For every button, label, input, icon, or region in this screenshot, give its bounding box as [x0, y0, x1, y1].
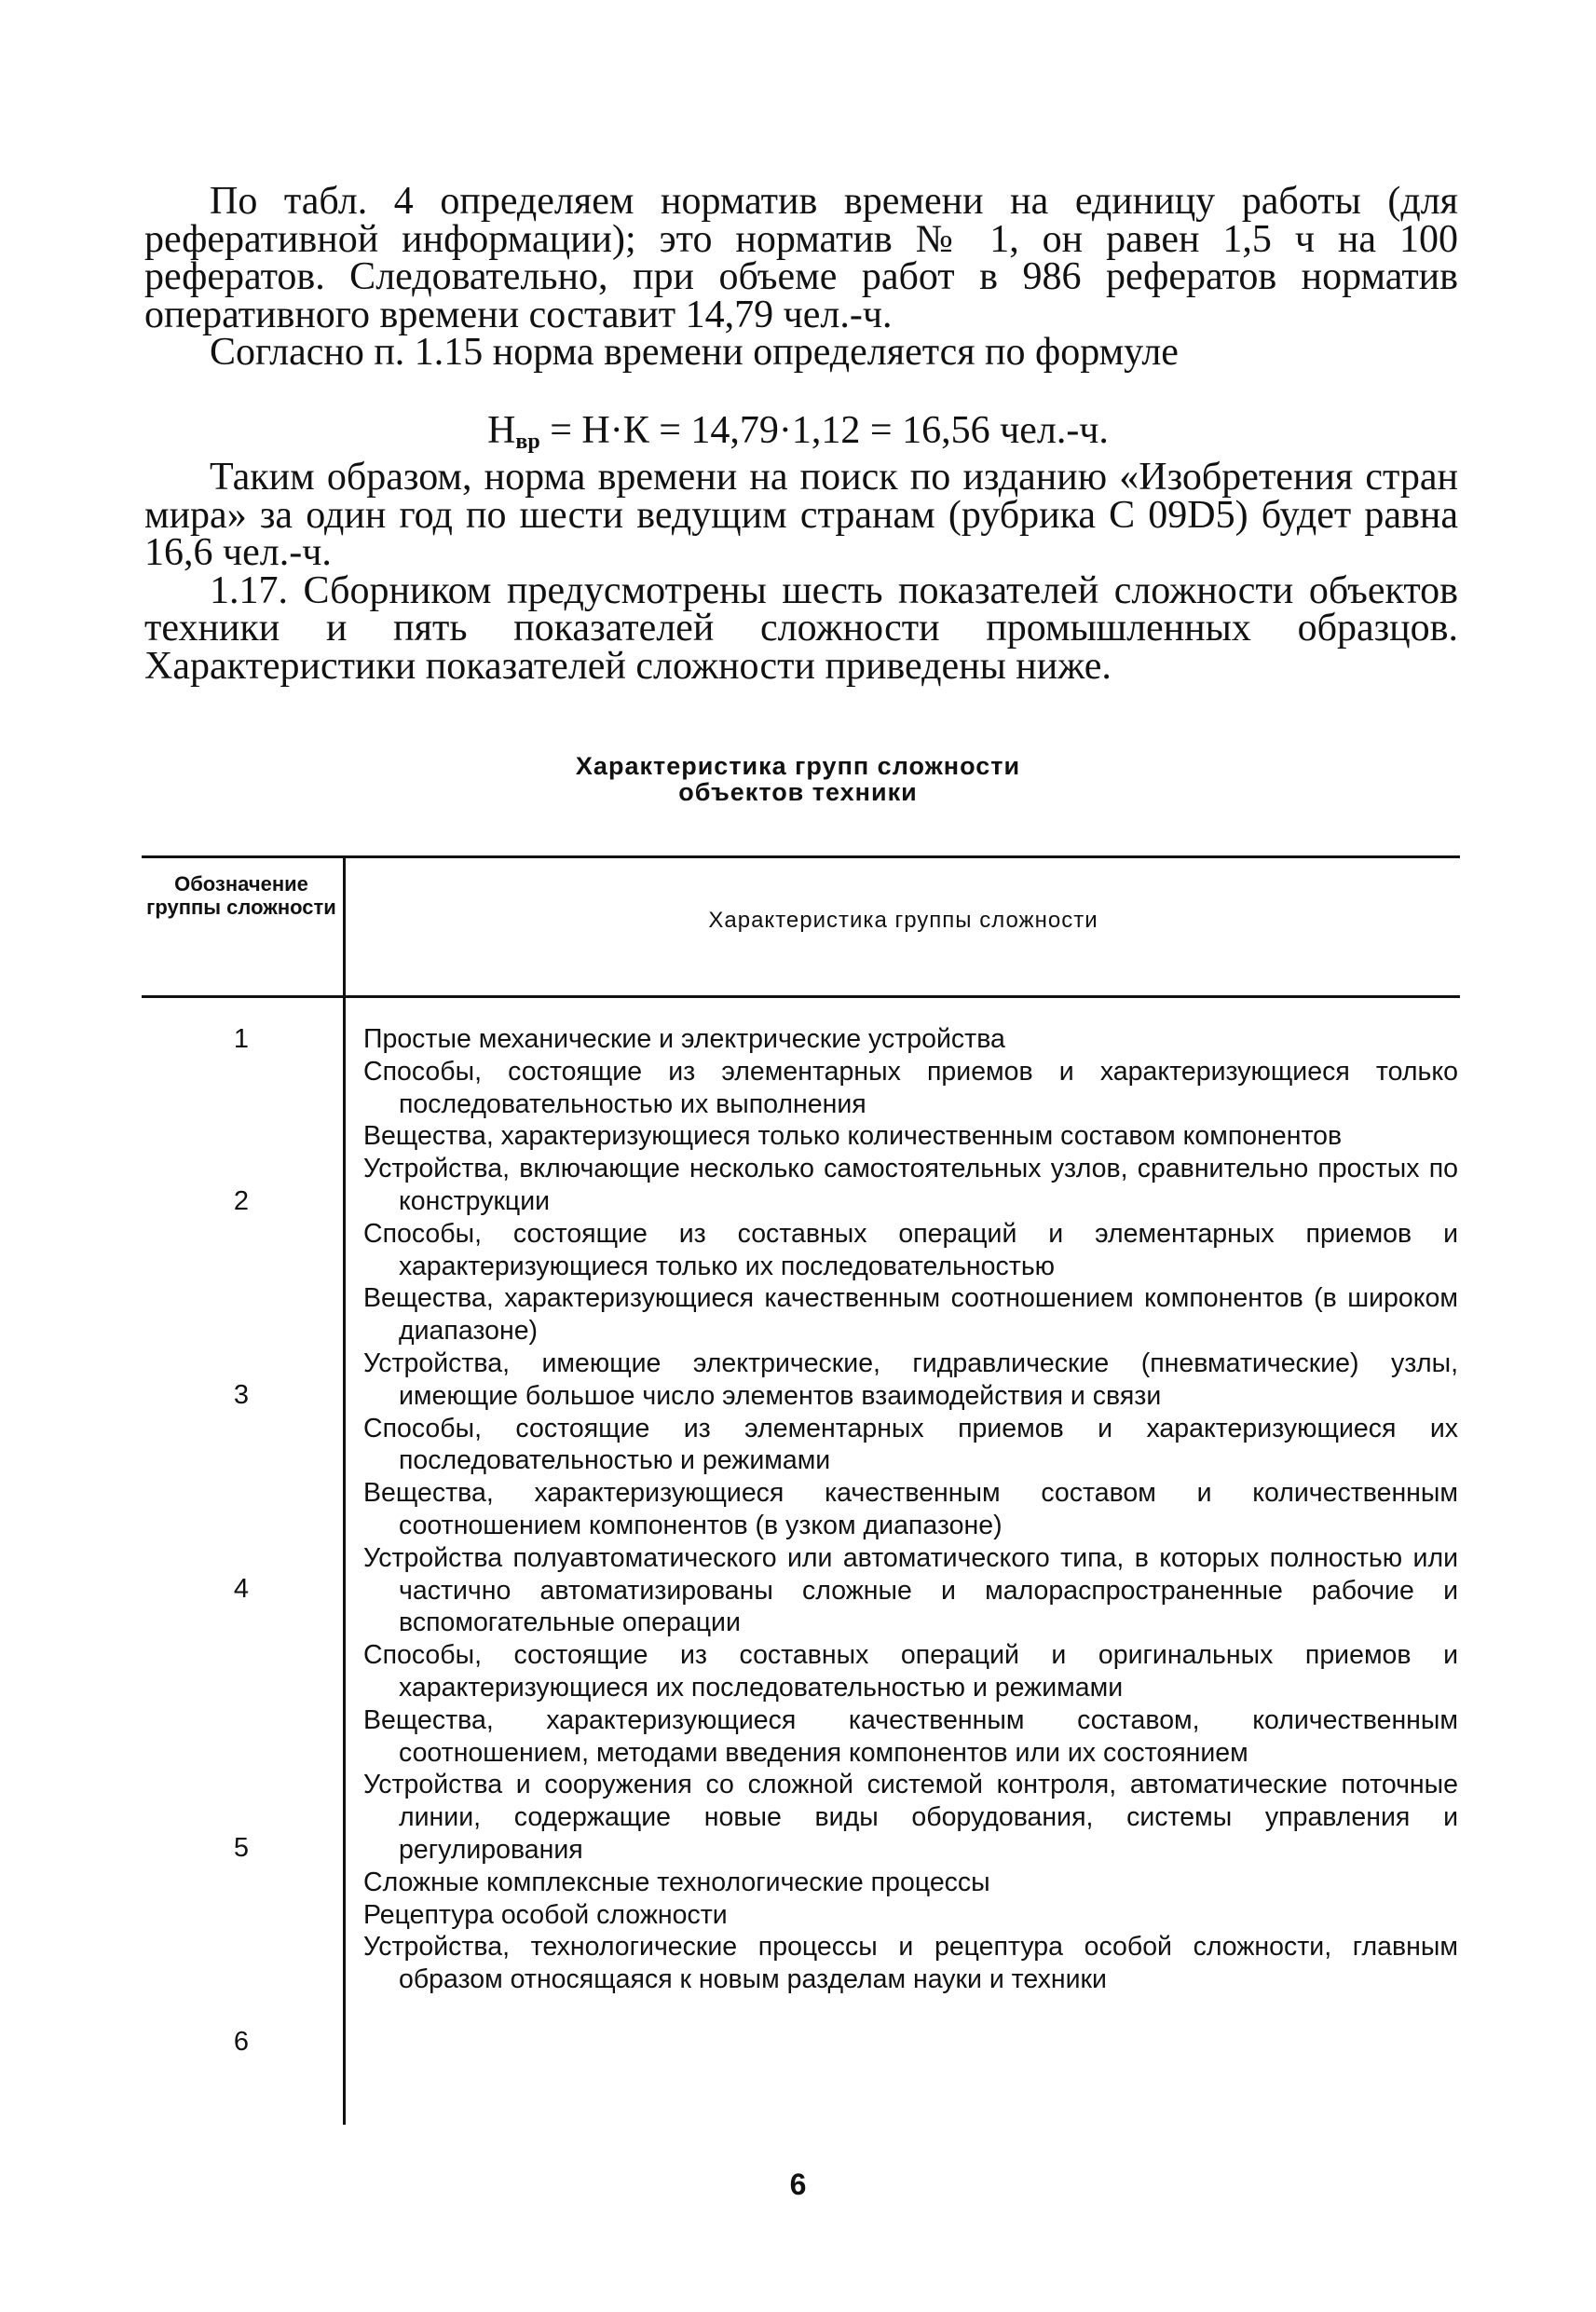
paragraph-conclusion: Таким образом, норма времени на поиск по изданию «Изобретения стран мира» за один год по шести ведущим странам (рубрика С 09D5) будет равна 16,6 чел.-ч.	[144, 456, 1458, 574]
conclusion-text-block	[144, 456, 1458, 688]
group-1-item-1: Простые механические и электрические устройства	[363, 1024, 1005, 1054]
column-header-group-designation: Обозначение группы сложности	[146, 872, 336, 919]
group-4-item-1: Устройства полуавтоматического или автоматического типа, в которых полностью или частично автоматизированы сложные и малораспространенные рабочие и вспомогательные операции	[363, 1542, 1458, 1638]
table-top-rule	[142, 855, 1460, 858]
table-column-divider	[343, 855, 346, 2125]
formula-lhs-subscript: вр	[515, 430, 540, 454]
group-3-item-1: Устройства, имеющие электрические, гидравлические (пневматические) узлы, имеющие большое число элементов взаимодействия и связи	[363, 1348, 1458, 1411]
table-title-line-1: Характеристика групп сложности	[575, 752, 1021, 780]
group-5-item-3: Рецептура особой сложности	[363, 1899, 728, 1930]
group-4-item-3: Вещества, характеризующиеся качественным составом, количественным соотношением, методами введения компонентов или их состоянием	[363, 1704, 1458, 1768]
group-number-2: 2	[233, 1186, 250, 1216]
formula-rhs: = Н·К = 14,79·1,12 = 16,56 чел.-ч.	[539, 409, 1109, 452]
group-6-item-1: Устройства, технологические процессы и рецептура особой сложности, главным образом относящаяся к новым разделам науки и техники	[363, 1932, 1458, 1995]
paragraph-formula-intro: Согласно п. 1.15 норма времени определяется по формуле	[210, 331, 1179, 374]
paragraph-norm-definition: По табл. 4 определяем норматив времени на единицу работы (для реферативной информации); это норматив № 1, он равен 1,5 ч на 100 рефератов. Следовательно, при объеме работ в 986 рефератов норматив оперативного времени составит 14,79 чел.-ч.	[144, 180, 1458, 336]
group-2-item-1: Устройства, включающие несколько самостоятельных узлов, сравнительно простых по конструкции	[363, 1154, 1458, 1216]
group-4-item-2: Способы, состоящие из составных операций и оригинальных приемов и характеризующиеся их последовательностью и режимами	[363, 1640, 1458, 1703]
group-number-3: 3	[233, 1380, 250, 1410]
group-5-item-1: Устройства и сооружения со сложной системой контроля, автоматические поточные линии, содержащие новые виды оборудования, системы управления и регулирования	[363, 1770, 1458, 1865]
group-2-item-2: Способы, состоящие из составных операций и элементарных приемов и характеризующиеся только их последовательностью	[363, 1218, 1458, 1281]
group-number-6: 6	[233, 2027, 250, 2057]
formula-line	[0, 410, 1596, 462]
paragraph-section-1-17: 1.17. Сборником предусмотрены шесть показателей сложности объектов техники и пять показателей сложности промышленных образцов. Характеристики показателей сложности приведены ниже.	[144, 568, 1458, 688]
group-1-item-3: Вещества, характеризующиеся только количественным составом компонентов	[363, 1121, 1343, 1152]
group-5-item-2: Сложные комплексные технологические процессы	[363, 1867, 990, 1897]
table-header-rule	[142, 995, 1460, 998]
table-title-line-2: объектов техники	[678, 778, 918, 806]
intro-text-block	[144, 180, 1458, 374]
page-number: 6	[789, 2168, 807, 2201]
column-header-group-characteristic: Характеристика группы сложности	[708, 908, 1098, 933]
group-number-5: 5	[233, 1833, 250, 1863]
table-body-characteristics	[363, 1023, 1458, 1996]
group-number-1: 1	[233, 1024, 250, 1054]
group-number-4: 4	[233, 1574, 250, 1604]
formula-lhs: Н	[487, 409, 516, 452]
group-3-item-3: Вещества, характеризующиеся качественным составом и количественным соотношением компонентов (в узком диапазоне)	[363, 1478, 1458, 1540]
table-title	[0, 753, 1596, 805]
group-1-item-2: Способы, состоящие из элементарных приемов и характеризующиеся только последовательностью их выполнения	[363, 1056, 1458, 1119]
group-3-item-2: Способы, состоящие из элементарных приемов и характеризующиеся их последовательностью и режимами	[363, 1413, 1458, 1476]
group-2-item-3: Вещества, характеризующиеся качественным соотношением компонентов (в широком диапазоне)	[363, 1283, 1458, 1347]
